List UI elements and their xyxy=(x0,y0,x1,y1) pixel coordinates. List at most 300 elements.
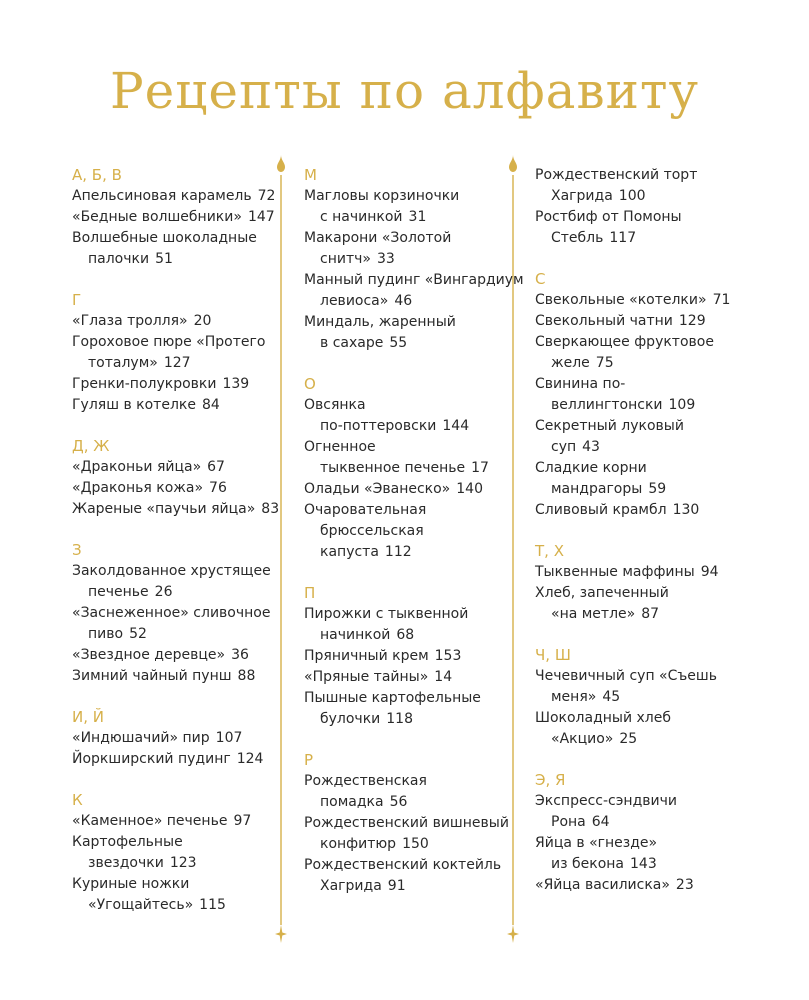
recipe-name: Очаровательная xyxy=(304,502,427,518)
section-gap xyxy=(535,521,765,541)
recipe-name: Магловы корзиночки xyxy=(304,188,460,204)
index-section xyxy=(535,165,765,249)
page-number: 109 xyxy=(668,397,696,413)
page-number: 94 xyxy=(700,564,719,580)
page-number: 87 xyxy=(641,606,660,622)
recipe-name-line xyxy=(304,646,534,667)
page-number: 130 xyxy=(672,502,700,518)
recipe-entry xyxy=(72,561,302,603)
recipe-name: Пирожки с тыквенной xyxy=(304,606,469,622)
page-number: 14 xyxy=(434,669,453,685)
recipe-name-line xyxy=(304,625,534,646)
section-letter: Ч, Ш xyxy=(535,646,571,664)
recipe-name: Гуляш в котелке xyxy=(72,397,196,413)
recipe-name: по-поттеровски xyxy=(320,418,437,434)
page-number: 59 xyxy=(648,481,667,497)
recipe-entry xyxy=(72,457,302,478)
recipe-name-line xyxy=(535,311,765,332)
page-number: 55 xyxy=(389,335,408,351)
recipe-name-line xyxy=(535,165,765,186)
recipe-name-line xyxy=(535,479,765,500)
section-gap xyxy=(304,354,534,374)
recipe-entry xyxy=(72,374,302,395)
recipe-name-line xyxy=(72,499,302,520)
recipe-name-line xyxy=(304,688,534,709)
recipe-name: веллингтонски xyxy=(551,397,663,413)
recipe-name: Шоколадный хлеб xyxy=(535,710,672,726)
recipe-entry xyxy=(72,228,302,270)
recipe-name-line xyxy=(535,583,765,604)
recipe-name-line xyxy=(72,832,302,853)
recipe-name: «Заснеженное» сливочное xyxy=(72,605,271,621)
page-number: 72 xyxy=(257,188,276,204)
recipe-name: с начинкой xyxy=(320,209,403,225)
recipe-name: Свекольные «котелки» xyxy=(535,292,707,308)
index-section xyxy=(304,750,534,897)
recipe-name: Хагрида xyxy=(320,878,382,894)
recipe-name: палочки xyxy=(88,251,150,267)
recipe-name: Оладьи «Эванеско» xyxy=(304,481,451,497)
index-section xyxy=(535,645,765,750)
section-letter: М xyxy=(304,166,317,184)
recipe-name: «Звездное деревце» xyxy=(72,647,226,663)
page-number: 112 xyxy=(384,544,412,560)
recipe-name-line xyxy=(72,311,302,332)
recipe-name: Макарони «Золотой xyxy=(304,230,452,246)
recipe-entry xyxy=(535,583,765,625)
recipe-name-line xyxy=(72,666,302,687)
page-number: 147 xyxy=(247,209,275,225)
section-letter: З xyxy=(72,541,82,559)
recipe-name: печенье xyxy=(88,584,149,600)
page-number: 17 xyxy=(471,460,489,476)
recipe-name-line xyxy=(72,624,302,645)
recipe-name: Жареные «паучьи яйца» xyxy=(72,501,256,517)
recipe-name-line xyxy=(72,207,302,228)
recipe-entry xyxy=(535,500,765,521)
recipe-name: Рождественская xyxy=(304,773,427,789)
recipe-name: Йоркширский пудинг xyxy=(72,751,231,767)
recipe-name: «Яйца василиска» xyxy=(535,877,670,893)
section-letter: Т, Х xyxy=(535,542,564,560)
recipe-name: Рождественский коктейль xyxy=(304,857,502,873)
recipe-entry xyxy=(72,666,302,687)
recipe-name: тоталум» xyxy=(88,355,158,371)
section-letter: К xyxy=(72,791,83,809)
recipe-name: «Индюшачий» пир xyxy=(72,730,210,746)
recipe-name-line xyxy=(535,812,765,833)
recipe-name: Стебль xyxy=(551,230,604,246)
recipe-entry xyxy=(72,332,302,374)
recipe-name-line xyxy=(304,437,534,458)
flame-drop-icon xyxy=(277,155,285,172)
recipe-name-line xyxy=(535,854,765,875)
recipe-entry xyxy=(72,728,302,749)
recipe-entry xyxy=(535,165,765,207)
recipe-name-line xyxy=(304,792,534,813)
recipe-entry xyxy=(304,667,534,688)
page-number: 64 xyxy=(591,814,610,830)
recipe-entry xyxy=(304,604,534,646)
section-gap xyxy=(535,750,765,770)
recipe-entry xyxy=(72,186,302,207)
recipe-name: «Каменное» печенье xyxy=(72,813,228,829)
page-number: 56 xyxy=(389,794,408,810)
recipe-name: Миндаль, жаренный xyxy=(304,314,456,330)
page-number: 84 xyxy=(201,397,220,413)
page-number: 97 xyxy=(233,813,252,829)
recipe-entry xyxy=(535,311,765,332)
section-letter: Э, Я xyxy=(535,771,566,789)
page-number: 75 xyxy=(595,355,614,371)
section-gap xyxy=(535,249,765,269)
recipe-name-line xyxy=(304,479,534,500)
recipe-entry xyxy=(535,708,765,750)
recipe-name: Манный пудинг «Вингардиум xyxy=(304,272,524,288)
recipe-name-line xyxy=(304,395,534,416)
recipe-name: начинкой xyxy=(320,627,391,643)
recipe-name-line xyxy=(72,749,302,770)
index-section xyxy=(304,374,534,563)
page-number: 117 xyxy=(609,230,637,246)
recipe-name-line xyxy=(535,729,765,750)
recipe-name: левиоса» xyxy=(320,293,389,309)
recipe-name: Хагрида xyxy=(551,188,613,204)
recipe-name-line xyxy=(535,207,765,228)
recipe-name-line xyxy=(304,667,534,688)
page-number: 153 xyxy=(434,648,462,664)
recipe-entry xyxy=(535,416,765,458)
page-number: 140 xyxy=(456,481,483,497)
recipe-name-line xyxy=(72,374,302,395)
recipe-name: «на метле» xyxy=(551,606,636,622)
recipe-entry xyxy=(304,646,534,667)
recipe-name-line xyxy=(535,186,765,207)
recipe-name-line xyxy=(304,604,534,625)
recipe-name: в сахаре xyxy=(320,335,384,351)
recipe-name: Апельсиновая карамель xyxy=(72,188,252,204)
page-number: 144 xyxy=(442,418,470,434)
recipe-name-line xyxy=(304,333,534,354)
page-number: 20 xyxy=(193,313,212,329)
recipe-name: «Акцио» xyxy=(551,731,614,747)
recipe-name: желе xyxy=(551,355,590,371)
index-section xyxy=(535,269,765,521)
recipe-name-line xyxy=(304,834,534,855)
index-column-3 xyxy=(535,165,765,896)
recipe-name-line xyxy=(535,500,765,521)
recipe-name-line xyxy=(72,249,302,270)
recipe-name-line xyxy=(535,332,765,353)
recipe-entry xyxy=(535,374,765,416)
recipe-name: конфитюр xyxy=(320,836,397,852)
recipe-name: Пышные картофельные xyxy=(304,690,481,706)
recipe-name-line xyxy=(72,645,302,666)
recipe-name-line xyxy=(72,332,302,353)
recipe-name: Сливовый крамбл xyxy=(535,502,667,518)
recipe-name: суп xyxy=(551,439,577,455)
recipe-name: Свекольный чатни xyxy=(535,313,673,329)
recipe-name-line xyxy=(304,500,534,521)
recipe-name-line xyxy=(72,582,302,603)
page-number: 115 xyxy=(199,897,226,913)
recipe-name: Пряничный крем xyxy=(304,648,429,664)
recipe-name: Рождественский торт xyxy=(535,167,698,183)
recipe-entry xyxy=(72,499,302,520)
recipe-name-line xyxy=(72,561,302,582)
page-number: 76 xyxy=(209,480,227,496)
recipe-name-line xyxy=(535,416,765,437)
recipe-entry xyxy=(72,832,302,874)
recipe-name: Рождественский вишневый xyxy=(304,815,509,831)
section-gap xyxy=(72,416,302,436)
recipe-name: Секретный луковый xyxy=(535,418,684,434)
recipe-entry xyxy=(304,228,534,270)
recipe-entry xyxy=(304,437,534,479)
recipe-entry xyxy=(535,562,765,583)
recipe-entry xyxy=(535,332,765,374)
recipe-name-line xyxy=(72,811,302,832)
page-title: Рецепты по алфавиту xyxy=(109,62,700,120)
recipe-name-line xyxy=(72,395,302,416)
index-section xyxy=(72,790,302,916)
page-number: 88 xyxy=(237,668,256,684)
recipe-name: Экспресс-сэндвичи xyxy=(535,793,677,809)
recipe-entry xyxy=(304,855,534,897)
recipe-name: «Пряные тайны» xyxy=(304,669,429,685)
recipe-entry xyxy=(304,688,534,730)
index-section xyxy=(72,707,302,770)
page-number: 51 xyxy=(155,251,173,267)
recipe-name: Яйца в «гнезде» xyxy=(535,835,658,851)
recipe-entry xyxy=(535,875,765,896)
recipe-name: Овсянка xyxy=(304,397,366,413)
recipe-name-line xyxy=(304,458,534,479)
recipe-name-line xyxy=(304,813,534,834)
recipe-name: Гороховое пюре «Протего xyxy=(72,334,266,350)
page-number: 124 xyxy=(236,751,264,767)
recipe-entry xyxy=(72,395,302,416)
page-number: 91 xyxy=(387,878,406,894)
section-gap xyxy=(72,520,302,540)
section-letter: Р xyxy=(304,751,314,769)
recipe-name-line xyxy=(72,457,302,478)
recipe-entry xyxy=(535,290,765,311)
recipe-name-line xyxy=(304,207,534,228)
recipe-entry xyxy=(535,833,765,875)
page-number: 100 xyxy=(618,188,646,204)
recipe-entry xyxy=(304,186,534,228)
star-sparkle-icon xyxy=(275,925,287,943)
section-gap xyxy=(72,270,302,290)
recipe-name-line xyxy=(304,186,534,207)
recipe-entry xyxy=(72,478,302,499)
recipe-entry xyxy=(304,270,534,312)
recipe-entry xyxy=(72,207,302,228)
recipe-name-line xyxy=(535,458,765,479)
recipe-name-line xyxy=(72,478,302,499)
recipe-name: «Драконьи яйца» xyxy=(72,459,202,475)
recipe-entry xyxy=(535,791,765,833)
page-number: 123 xyxy=(169,855,197,871)
recipe-name-line xyxy=(535,708,765,729)
page-number: 150 xyxy=(402,836,429,852)
recipe-name-line xyxy=(535,353,765,374)
section-letter: Г xyxy=(72,291,82,309)
recipe-name: булочки xyxy=(320,711,381,727)
index-section xyxy=(304,583,534,730)
recipe-name: помадка xyxy=(320,794,384,810)
column-divider xyxy=(275,155,287,945)
section-gap xyxy=(304,563,534,583)
recipe-name: Рона xyxy=(551,814,586,830)
recipe-entry xyxy=(72,811,302,832)
page-number: 33 xyxy=(376,251,395,267)
recipe-entry xyxy=(72,749,302,770)
page-number: 143 xyxy=(630,856,657,872)
section-letter: И, Й xyxy=(72,708,104,726)
recipe-name-line xyxy=(535,374,765,395)
recipe-name: Сверкающее фруктовое xyxy=(535,334,714,350)
recipe-name-line xyxy=(535,437,765,458)
page-number: 83 xyxy=(261,501,280,517)
section-letter: П xyxy=(304,584,316,602)
page-number: 107 xyxy=(215,730,243,746)
recipe-entry xyxy=(72,645,302,666)
recipe-entry xyxy=(72,311,302,332)
recipe-name-line xyxy=(304,228,534,249)
recipe-name-line xyxy=(304,709,534,730)
index-section xyxy=(72,540,302,687)
flame-drop-icon xyxy=(509,155,517,172)
page-number: 68 xyxy=(396,627,415,643)
recipe-name-line xyxy=(304,542,534,563)
page-number: 25 xyxy=(619,731,638,747)
recipe-name-line xyxy=(304,521,534,542)
recipe-entry xyxy=(72,874,302,916)
recipe-name: мандрагоры xyxy=(551,481,643,497)
recipe-name: Чечевичный суп «Съешь xyxy=(535,668,717,684)
recipe-name: Картофельные xyxy=(72,834,183,850)
section-gap xyxy=(535,625,765,645)
recipe-name-line xyxy=(535,791,765,812)
recipe-name: Хлеб, запеченный xyxy=(535,585,669,601)
recipe-name: брюссельская xyxy=(320,523,424,539)
section-gap xyxy=(72,770,302,790)
page-number: 26 xyxy=(154,584,173,600)
recipe-entry xyxy=(304,479,534,500)
index-section xyxy=(535,541,765,625)
recipe-name-line xyxy=(72,603,302,624)
page-number: 118 xyxy=(386,711,413,727)
recipe-name-line xyxy=(304,876,534,897)
section-gap xyxy=(304,730,534,750)
page-number: 36 xyxy=(231,647,249,663)
recipe-name-line xyxy=(535,562,765,583)
recipe-entry xyxy=(72,603,302,645)
recipe-name-line xyxy=(304,291,534,312)
recipe-name: «Угощайтесь» xyxy=(88,897,194,913)
page-number: 139 xyxy=(222,376,250,392)
recipe-name: Зимний чайный пунш xyxy=(72,668,232,684)
section-letter: С xyxy=(535,270,546,288)
index-column-1 xyxy=(72,165,302,916)
recipe-name-line xyxy=(72,228,302,249)
recipe-name: звездочки xyxy=(88,855,164,871)
recipe-name: Куриные ножки xyxy=(72,876,190,892)
recipe-name-line xyxy=(535,875,765,896)
section-letter: А, Б, В xyxy=(72,166,122,184)
recipe-entry xyxy=(304,312,534,354)
recipe-name-line xyxy=(535,228,765,249)
recipe-name: «Глаза тролля» xyxy=(72,313,188,329)
recipe-name-line xyxy=(304,416,534,437)
page-number: 46 xyxy=(394,293,413,309)
recipe-entry xyxy=(535,458,765,500)
recipe-name: пиво xyxy=(88,626,124,642)
index-section xyxy=(304,165,534,354)
recipe-entry xyxy=(304,395,534,437)
recipe-entry xyxy=(535,207,765,249)
recipe-name-line xyxy=(72,874,302,895)
recipe-name: снитч» xyxy=(320,251,371,267)
recipe-name-line xyxy=(72,728,302,749)
column-divider xyxy=(507,155,519,945)
page-number: 45 xyxy=(602,689,621,705)
recipe-entry xyxy=(304,771,534,813)
recipe-name-line xyxy=(72,853,302,874)
recipe-name-line xyxy=(535,687,765,708)
recipe-name: Огненное xyxy=(304,439,376,455)
recipe-name: Гренки-полукровки xyxy=(72,376,217,392)
recipe-name: Ростбиф от Помоны xyxy=(535,209,682,225)
recipe-entry xyxy=(535,666,765,708)
recipe-name: тыквенное печенье xyxy=(320,460,466,476)
recipe-entry xyxy=(304,813,534,855)
recipe-name: Сладкие корни xyxy=(535,460,647,476)
recipe-name: меня» xyxy=(551,689,597,705)
index-section xyxy=(535,770,765,896)
recipe-name-line xyxy=(304,270,534,291)
page-number: 43 xyxy=(582,439,600,455)
index-section xyxy=(72,290,302,416)
recipe-name-line xyxy=(72,895,302,916)
recipe-name-line xyxy=(72,186,302,207)
recipe-name-line xyxy=(535,290,765,311)
recipe-name-line xyxy=(535,604,765,625)
recipe-name-line xyxy=(304,855,534,876)
page-number: 23 xyxy=(675,877,694,893)
section-gap xyxy=(72,687,302,707)
section-letter: Д, Ж xyxy=(72,437,110,455)
recipe-name: капуста xyxy=(320,544,379,560)
recipe-name: «Драконья кожа» xyxy=(72,480,204,496)
section-letter: О xyxy=(304,375,316,393)
page-number: 71 xyxy=(712,292,731,308)
recipe-name: Заколдованное хрустящее xyxy=(72,563,271,579)
index-section xyxy=(72,165,302,270)
recipe-name: Тыквенные маффины xyxy=(535,564,695,580)
index-column-2 xyxy=(304,165,534,897)
page-number: 52 xyxy=(129,626,147,642)
recipe-name-line xyxy=(535,666,765,687)
page-number: 127 xyxy=(163,355,191,371)
index-section xyxy=(72,436,302,520)
recipe-name-line xyxy=(304,312,534,333)
recipe-name-line xyxy=(304,249,534,270)
recipe-entry xyxy=(304,500,534,563)
page-number: 67 xyxy=(207,459,225,475)
